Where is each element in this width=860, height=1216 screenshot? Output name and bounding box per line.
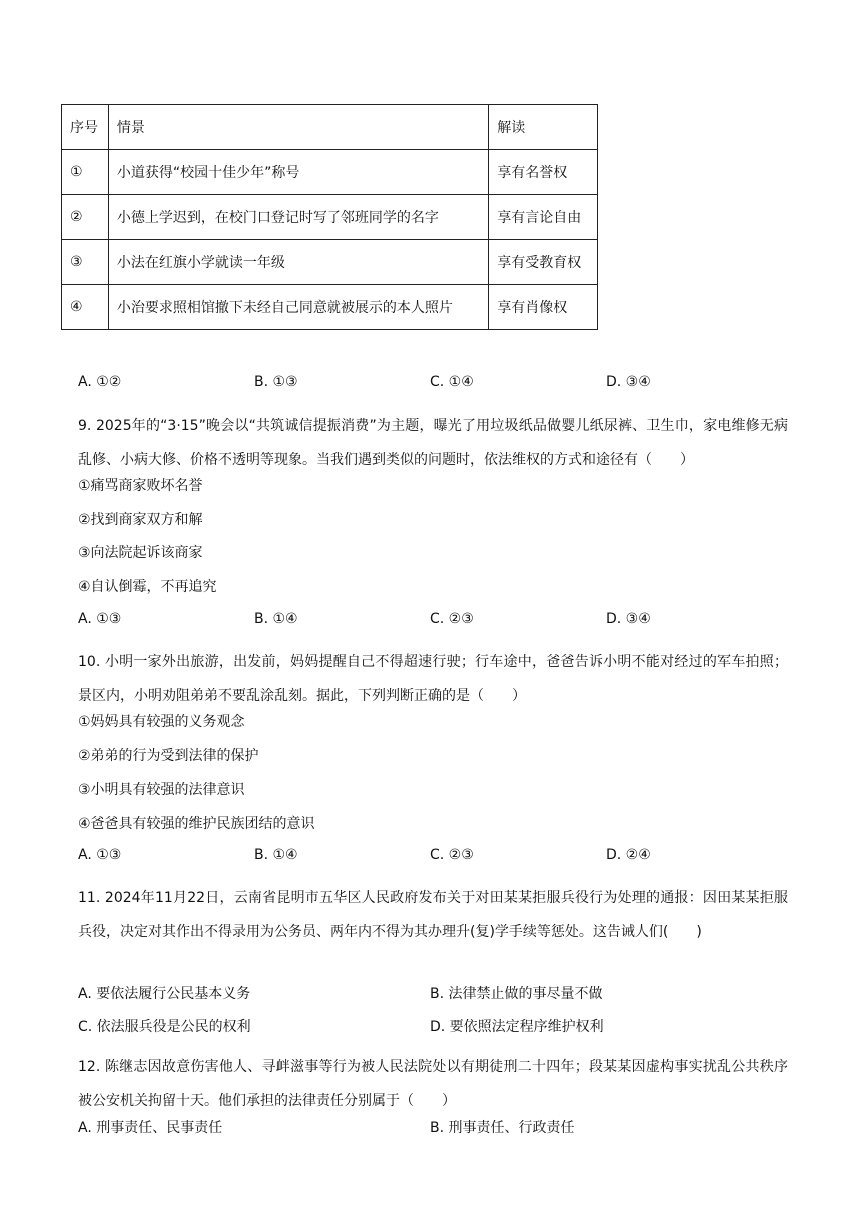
row-number: ② [62, 195, 109, 240]
q8-option-a[interactable]: A. ①② [78, 374, 122, 390]
row-interpretation: 享有受教育权 [489, 240, 598, 285]
header-interpretation: 解读 [489, 105, 598, 150]
q11-option-d[interactable]: D. 要依照法定程序维护权利 [430, 1019, 604, 1035]
q9-options [78, 611, 798, 631]
header-scenario: 情景 [108, 105, 488, 150]
q11-option-c[interactable]: C. 依法服兵役是公民的权利 [78, 1019, 251, 1035]
q9-item-4: ④自认倒霉，不再追究 [78, 579, 217, 595]
q10-item-3: ③小明具有较强的法律意识 [78, 782, 245, 798]
q8-options [78, 374, 798, 394]
row-number: ④ [62, 285, 109, 330]
q10-option-b[interactable]: B. ①④ [254, 847, 298, 863]
q11-stem: 11. 2024年11月22日，云南省昆明市五华区人民政府发布关于对田某某拒服兵役行为处理的通报：因田某某拒服兵役，决定对其作出不得录用为公务员、两年内不得为其办理升(复)学手续等惩处。这告诫人们( ) [78, 890, 788, 940]
q12-option-b[interactable]: B. 刑事责任、行政责任 [430, 1120, 575, 1136]
row-scenario: 小道获得“校园十佳少年”称号 [108, 150, 488, 195]
header-number: 序号 [62, 105, 109, 150]
table-header-row [62, 105, 598, 150]
q11-option-a[interactable]: A. 要依法履行公民基本义务 [78, 986, 251, 1002]
q8-option-b[interactable]: B. ①③ [254, 374, 298, 390]
q10-item-1: ①妈妈具有较强的义务观念 [78, 714, 245, 730]
q9-stem: 9. 2025年的“3·15”晚会以“共筑诚信提振消费”为主题，曝光了用垃圾纸品做婴儿纸尿裤、卫生巾，家电维修无病乱修、小病大修、价格不透明等现象。当我们遇到类似的问题时，依法维权的方式和途径有（ ） [78, 418, 788, 468]
q12-stem: 12. 陈继志因故意伤害他人、寻衅滋事等行为被人民法院处以有期徒刑二十四年；段某某因虚构事实扰乱公共秩序被公安机关拘留十天。他们承担的法律责任分别属于（ ） [78, 1059, 788, 1109]
row-scenario: 小德上学迟到，在校门口登记时写了邻班同学的名字 [108, 195, 488, 240]
q11-options-row2 [78, 1016, 798, 1036]
q11-options-row1 [78, 983, 798, 1003]
q12-option-a[interactable]: A. 刑事责任、民事责任 [78, 1120, 223, 1136]
q10-item-4: ④爸爸具有较强的维护民族团结的意识 [78, 816, 315, 832]
q9-item-3: ③向法院起诉该商家 [78, 545, 203, 561]
q8-option-c[interactable]: C. ①④ [430, 374, 474, 390]
row-scenario: 小治要求照相馆撤下未经自己同意就被展示的本人照片 [108, 285, 488, 330]
q9-item-2: ②找到商家双方和解 [78, 512, 203, 528]
q8-option-d[interactable]: D. ③④ [606, 374, 651, 390]
row-number: ③ [62, 240, 109, 285]
q10-option-d[interactable]: D. ②④ [606, 847, 651, 863]
q9-option-d[interactable]: D. ③④ [606, 611, 651, 627]
q9-option-b[interactable]: B. ①④ [254, 611, 298, 627]
q10-item-2: ②弟弟的行为受到法律的保护 [78, 748, 259, 764]
q10-options [78, 847, 798, 867]
row-interpretation: 享有肖像权 [489, 285, 598, 330]
q9-option-c[interactable]: C. ②③ [430, 611, 474, 627]
table-row [62, 285, 598, 330]
table-row [62, 240, 598, 285]
q10-stem: 10. 小明一家外出旅游，出发前，妈妈提醒自己不得超速行驶；行车途中，爸爸告诉小明不能对经过的军车拍照；景区内，小明劝阻弟弟不要乱涂乱刻。据此，下列判断正确的是（ ） [78, 654, 788, 704]
scenario-table [61, 104, 598, 330]
q10-option-c[interactable]: C. ②③ [430, 847, 474, 863]
row-interpretation: 享有言论自由 [489, 195, 598, 240]
q12-options [78, 1117, 798, 1137]
q11-option-b[interactable]: B. 法律禁止做的事尽量不做 [430, 986, 603, 1002]
row-scenario: 小法在红旗小学就读一年级 [108, 240, 488, 285]
table-row [62, 195, 598, 240]
row-number: ① [62, 150, 109, 195]
table-row [62, 150, 598, 195]
q9-option-a[interactable]: A. ①③ [78, 611, 122, 627]
q9-item-1: ①痛骂商家败坏名誉 [78, 478, 203, 494]
q10-option-a[interactable]: A. ①③ [78, 847, 122, 863]
row-interpretation: 享有名誉权 [489, 150, 598, 195]
